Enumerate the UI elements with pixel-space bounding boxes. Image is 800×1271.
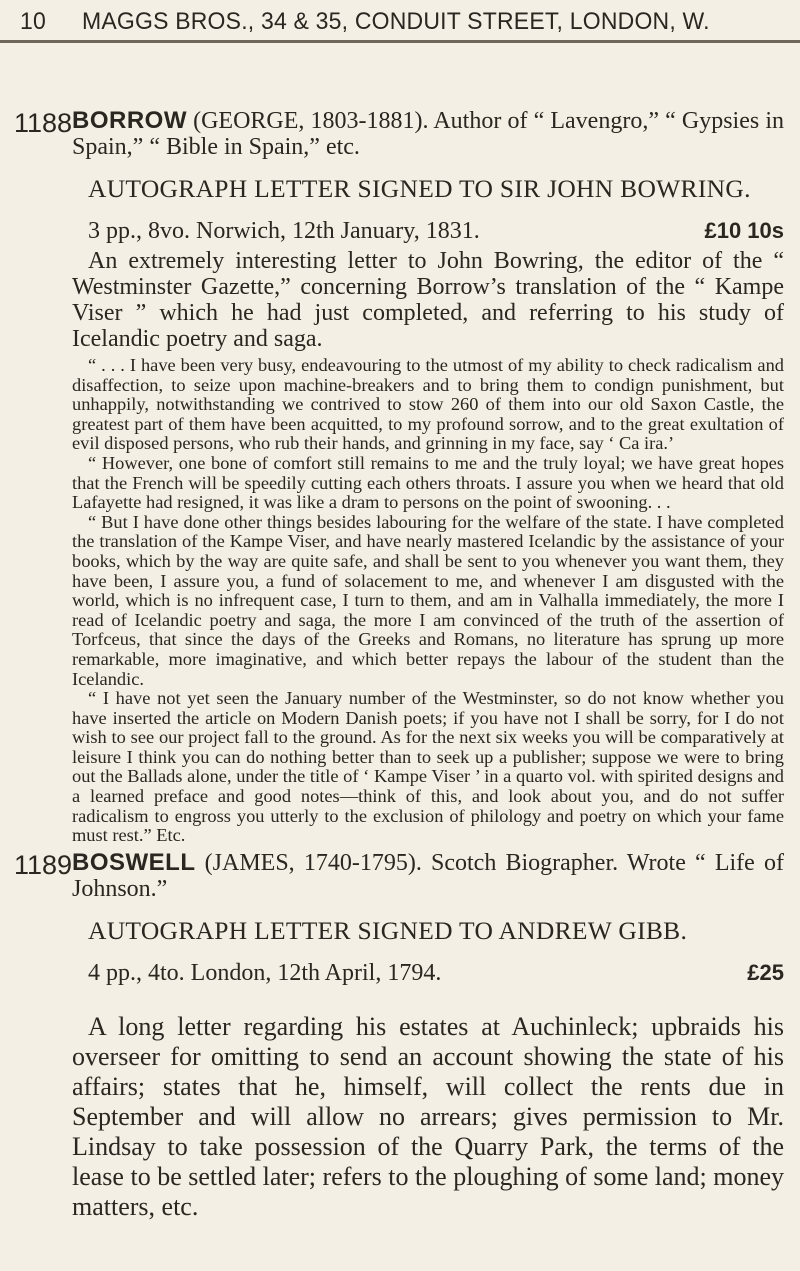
quote-paragraph: “ . . . I have been very busy, endeavouring to the utmost of my ability to check radicalism and disaffection, to seize upon machine-breakers and to bring them to condign punishment, but unhappily, notwithstanding we contrived to stow 260 of them into our old Saxon Castle, the greatest part of them have been acquitted, to my profound sorrow, and to the great exultation of evil disposed persons, who rub their hands, and grinning in my face, say ‘ Ca ira.’ — [72, 355, 784, 454]
quote-paragraph: “ But I have done other things besides labouring for the welfare of the state. I have completed the translation of the Kampe Viser, and have nearly mastered Icelandic by the assistance of your books, which by the way are quite safe, and shall be sent to you whenever you want them, they have been, I assure you, a fund of solacement to me, and whenever I am disgusted with the world, which is no infrequent case, I turn to them, and am in Valhalla immediately, the more I read of Icelandic poetry and saga, the more I am convinced of the truth of the assertion of Torfceus, that since the days of the Greeks and Romans, no literature has sprung up more remarkable, more imaginative, and which better repays the labour of the student than the Icelandic. — [72, 511, 784, 689]
collation-text: 3 pp., 8vo. Norwich, 12th January, 1831. — [88, 218, 480, 244]
item-title: AUTOGRAPH LETTER SIGNED TO ANDREW GIBB. — [88, 916, 688, 945]
collation — [88, 218, 784, 245]
author-name: BOSWELL — [72, 849, 196, 876]
header-rule — [0, 40, 800, 43]
lot-description: An extremely interesting letter to John Bowring, the editor of the “ Westminster Gazette,” concerning Borrow’s translation of the “ Kampe Viser ” which he had just completed, and referring to his study of Icelandic poetry and saga. — [72, 248, 784, 352]
price: £10 10s — [704, 218, 784, 243]
lot-heading — [72, 108, 784, 160]
lot-description: A long letter regarding his estates at Auchinleck; upbraids his overseer for omitting to send an account showing the state of his affairs; states that he, himself, will collect the rents due in September and will allow no arrears; gives permission to Mr. Lindsay to take possession of the Quarry Park, the terms of the lease to be settled later; refers to the ploughing of some land; money matters, etc. — [72, 1012, 784, 1221]
lot-heading — [72, 850, 784, 902]
lot-number: 1188 — [14, 108, 73, 138]
author-name: BORROW — [72, 107, 187, 134]
quote-paragraph: “ However, one bone of comfort still remains to me and the truly loyal; we have great hopes that the French will be speedily cutting each others throats. I assure you when we heard that old Lafayette had resigned, it was like a dram to persons on the point of swooning. . . — [72, 452, 784, 513]
letter-quote — [72, 356, 784, 846]
price: £25 — [747, 960, 784, 985]
collation-text: 4 pp., 4to. London, 12th April, 1794. — [88, 960, 442, 986]
page-number: 10 — [20, 7, 46, 35]
item-title: AUTOGRAPH LETTER SIGNED TO SIR JOHN BOWRING. — [88, 174, 751, 203]
lot-number: 1189 — [14, 850, 73, 880]
quote-paragraph: “ I have not yet seen the January number of the Westminster, so do not know whether you have inserted the article on Modern Danish poets; if you have not I shall be sorry, for I do not wish to see our project fall to the ground. As for the next six weeks you will be comparatively at leisure I think you can do nothing better than to seek up a publisher; suppose we were to bring out the Ballads alone, under the title of ‘ Kampe Viser ’ in a quarto vol. with spirited designs and a learned preface and good notes—think of this, and look about you, and do not suffer radicalism to engross you utterly to the exclusion of philology and poetry on which your fame must rest.” Etc. — [72, 688, 784, 846]
collation — [88, 960, 784, 987]
author-subtitle: (GEORGE, 1803-1881). Author of “ Lavengro,” “ Gypsies in Spain,” “ Bible in Spain,” etc. — [72, 108, 784, 160]
header-text: MAGGS BROS., 34 & 35, CONDUIT STREET, LONDON, W. — [82, 7, 710, 35]
author-subtitle: (JAMES, 1740-1795). Scotch Biographer. Wrote “ Life of Johnson.” — [72, 850, 784, 902]
